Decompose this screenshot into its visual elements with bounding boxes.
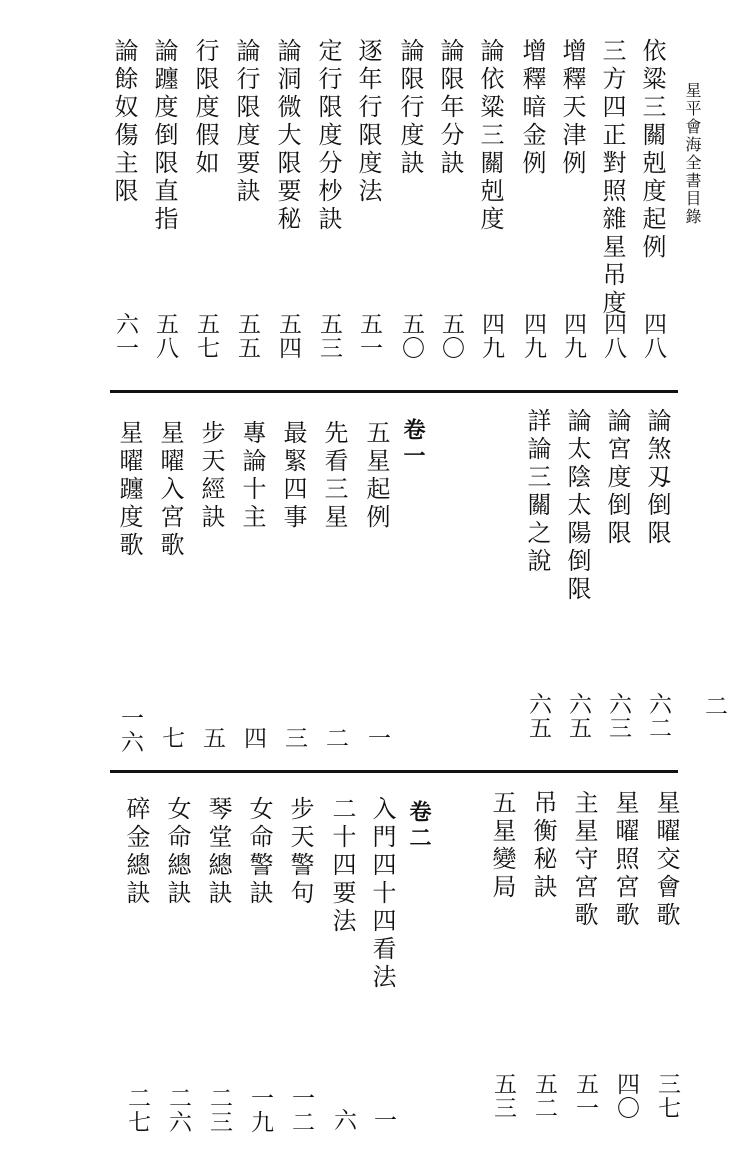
entry-title: 論躔度倒限直指: [150, 38, 178, 234]
entry-title: 論限年分訣: [436, 38, 464, 178]
entry-title: 三方四正對照雜星吊度: [598, 38, 626, 318]
entry-title: 行限度假如: [191, 38, 219, 178]
entry-page: 四九: [560, 312, 586, 360]
entry-page: 五七: [193, 312, 219, 360]
entry-title: 論依粱三關剋度: [476, 38, 504, 234]
entry-title: 依粱三關剋度起例: [638, 38, 666, 262]
entry-page: 五: [199, 726, 225, 750]
entry-page: 六三: [605, 692, 631, 740]
entry-title: 定行限度分杪訣: [314, 38, 342, 234]
entry-page: 五五: [234, 312, 260, 360]
entry-title: 逐年行限度法: [354, 38, 382, 206]
entry-title: 琴堂總訣: [204, 796, 232, 908]
entry-title: 女命警訣: [245, 796, 273, 908]
entry-page: 四九: [478, 312, 504, 360]
entry-page: 二: [322, 726, 348, 750]
entry-page: 五二: [531, 1072, 557, 1120]
entry-title: 五星變局: [488, 790, 516, 902]
entry-title: 論行限度要訣: [232, 38, 260, 206]
entry-page: 三: [281, 726, 307, 750]
entry-page: 一九: [247, 1086, 273, 1134]
entry-page: 五〇: [398, 312, 424, 360]
entry-title: 吊衡秘訣: [529, 790, 557, 902]
entry-page: 四八: [640, 312, 666, 360]
entry-page: 四八: [600, 312, 626, 360]
entry-page: 一二: [288, 1086, 314, 1134]
section-divider: [110, 390, 678, 393]
section-divider: [110, 770, 678, 773]
entry-title: 先看三星: [320, 420, 348, 532]
entry-page: 二三: [206, 1086, 232, 1134]
entry-page: 六二: [645, 692, 671, 740]
entry-page: 六五: [525, 692, 551, 740]
entry-title: 星曜躔度歌: [115, 420, 143, 560]
entry-title: 增釋天津例: [558, 38, 586, 178]
entry-title: 論煞刄倒限: [643, 408, 671, 548]
entry-page: 四: [240, 726, 266, 750]
entry-title: 論太陰太陽倒限: [563, 408, 591, 604]
volume-heading: 卷一: [400, 418, 426, 470]
entry-page: 一: [370, 1108, 396, 1132]
entry-title: 詳論三關之說: [523, 408, 551, 576]
entry-title: 論宮度倒限: [603, 408, 631, 548]
entry-title: 增釋暗金例: [518, 38, 546, 178]
page-number: 二: [701, 694, 727, 718]
entry-title: 最緊四事: [279, 420, 307, 532]
entry-page: 三七: [654, 1072, 680, 1120]
entry-title: 論洞微大限要秘: [273, 38, 301, 234]
entry-page: 六: [330, 1108, 356, 1132]
entry-title: 五星起例: [362, 420, 390, 532]
entry-title: 論餘奴傷主限: [110, 38, 138, 206]
entry-title: 女命總訣: [163, 796, 191, 908]
entry-title: 二十四要法: [328, 796, 356, 936]
volume-heading: 卷二: [406, 800, 432, 852]
entry-title: 星曜交會歌: [652, 790, 680, 930]
entry-title: 星曜照宮歌: [611, 790, 639, 930]
book-header: 星平會海全書目錄: [683, 82, 702, 226]
entry-title: 步天警句: [286, 796, 314, 908]
entry-page: 五三: [490, 1072, 516, 1120]
entry-page: 六一: [112, 312, 138, 360]
entry-page: 一: [364, 726, 390, 750]
entry-page: 五四: [275, 312, 301, 360]
entry-page: 四九: [520, 312, 546, 360]
entry-title: 論限行度訣: [396, 38, 424, 178]
entry-page: 四〇: [613, 1072, 639, 1120]
entry-title: 碎金總訣: [122, 796, 150, 908]
entry-title: 專論十主: [238, 420, 266, 532]
entry-page: 五八: [152, 312, 178, 360]
entry-page: 五一: [572, 1072, 598, 1120]
entry-title: 入門四十四看法: [368, 796, 396, 992]
entry-page: 五三: [316, 312, 342, 360]
entry-title: 主星守宮歌: [570, 790, 598, 930]
entry-title: 星曜入宮歌: [156, 420, 184, 560]
entry-page: 五一: [356, 312, 382, 360]
entry-title: 步天經訣: [197, 420, 225, 532]
entry-page: 二六: [165, 1086, 191, 1134]
entry-page: 二七: [124, 1086, 150, 1134]
entry-page: 一六: [117, 706, 143, 754]
entry-page: 五〇: [438, 312, 464, 360]
entry-page: 七: [158, 726, 184, 750]
entry-page: 六五: [565, 692, 591, 740]
